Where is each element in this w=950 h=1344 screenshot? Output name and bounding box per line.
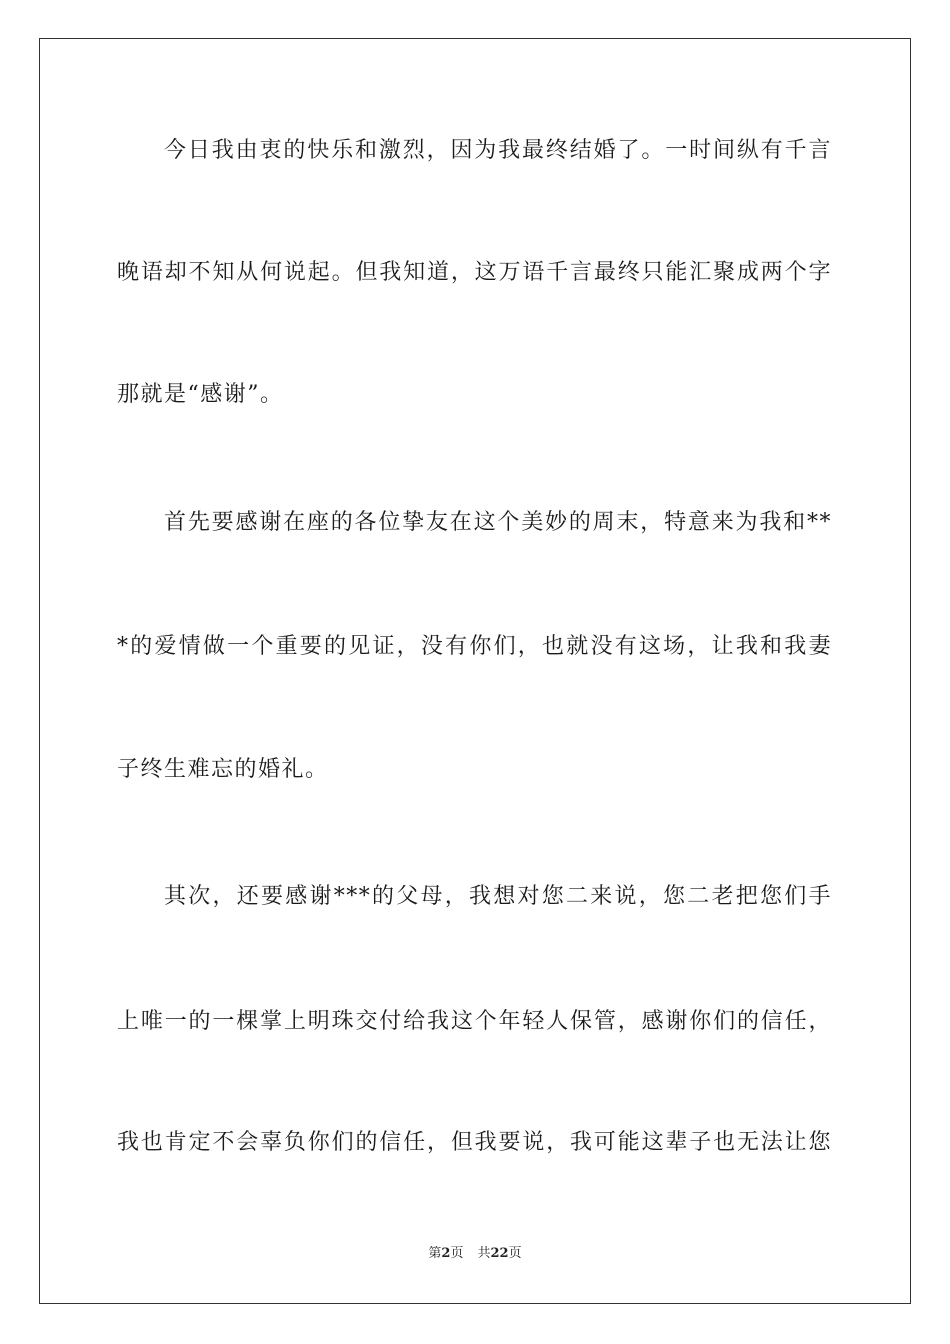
total-unit: 页: [508, 1246, 522, 1261]
body-line-3: 那就是“感谢”。: [117, 382, 284, 407]
body-line-7: 其次，还要感谢***的父母，我想对您二来说，您二老把您们手: [164, 884, 832, 909]
page-unit: 页: [450, 1246, 464, 1261]
page-prefix: 第: [428, 1246, 442, 1261]
body-line-5: *的爱情做一个重要的见证，没有你们，也就没有这场，让我和我妻: [117, 634, 832, 659]
page-total: 22: [490, 1246, 509, 1261]
page-footer: [0, 1245, 950, 1263]
page-frame: [39, 38, 911, 1304]
body-line-1: 今日我由衷的快乐和激烈，因为我最终结婚了。一时间纵有千言: [164, 138, 832, 163]
body-line-4: 首先要感谢在座的各位挚友在这个美妙的周末，特意来为我和**: [164, 510, 832, 535]
body-line-2: 晚语却不知从何说起。但我知道，这万语千言最终只能汇聚成两个字: [117, 260, 832, 285]
body-line-9: 我也肯定不会辜负你们的信任，但我要说，我可能这辈子也无法让您: [117, 1130, 832, 1155]
page-current: 2: [441, 1246, 451, 1261]
total-prefix: 共: [477, 1246, 491, 1261]
body-line-6: 子终生难忘的婚礼。: [117, 757, 329, 782]
body-line-8: 上唯一的一棵掌上明珠交付给我这个年轻人保管，感谢你们的信任，: [117, 1009, 832, 1034]
